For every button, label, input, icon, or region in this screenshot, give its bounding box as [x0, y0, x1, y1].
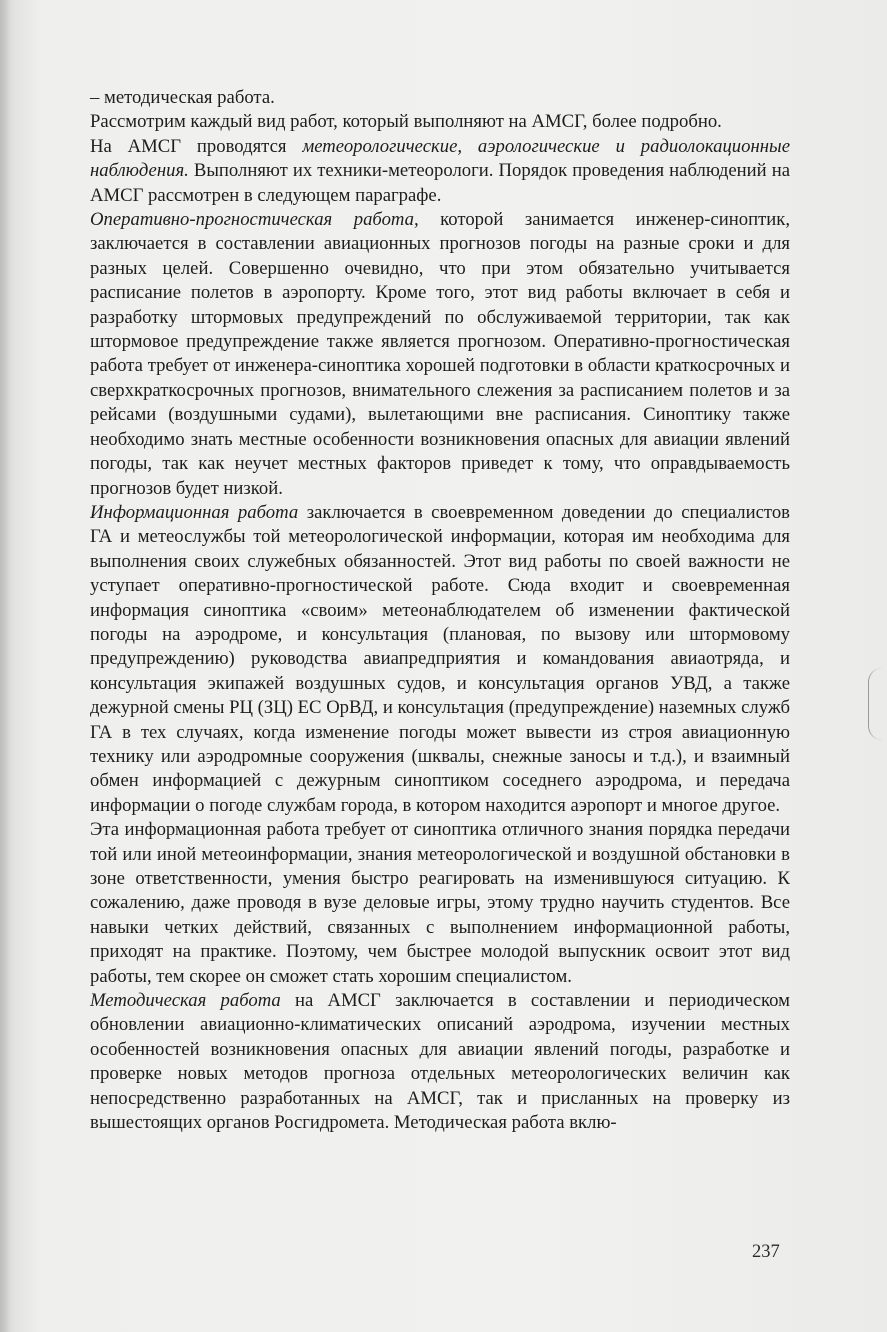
paragraph-text: – методическая работа. — [90, 87, 275, 108]
paragraph — [90, 989, 790, 1135]
scan-shadow-edge — [0, 0, 10, 1332]
body-text — [90, 86, 790, 1135]
paragraph-emphasis: Методическая работа — [90, 990, 281, 1012]
margin-pencil-mark — [868, 668, 883, 740]
paragraph-emphasis: метеорологические, аэрологические и радиолокационные наблюдения. — [90, 135, 790, 182]
paragraph — [90, 501, 790, 818]
paragraph-text: на АМСГ заключается в составлении и периодическом обновлении авиационно-климатических описаний аэродрома, изучении местных особенностей возникновения опасных для авиации явлений погоды, разработке и проверке новых методов прогноза отдельных метеорологических величин как непосредственно разработанных на АМСГ, так и присланных на проверку из вышестоящих органов Росгидромета. Методическая работа вклю- — [90, 990, 790, 1134]
paragraph-list-item — [90, 86, 790, 110]
paragraph-text: Выполняют их техники-метеорологи. Порядок проведения наблюдений на АМСГ рассмотрен в следующем параграфе. — [90, 160, 790, 206]
paragraph — [90, 135, 790, 208]
paragraph-text: Эта информационная работа требует от синоптика отличного знания порядка передачи той или иной метеоинформации, знания метеорологической и воздушной обстановки в зоне ответственности, умения быстро реагировать на изменившуюся ситуацию. К сожалению, даже проводя в вузе деловые игры, этому трудно научить студентов. Все навыки четких действий, связанных с выполнением информационной работы, приходят на практике. Поэтому, чем быстрее молодой выпускник освоит этот вид работы, тем скорее он сможет стать хорошим специалистом. — [90, 819, 790, 987]
paragraph-text: заключается в своевременном доведении до специалистов ГА и метеослужбы той метеорологической информации, которая им необходима для выполнения своих служебных обязанностей. Этот вид работы по своей важности не уступает оперативно-прогностической работе. Сюда входит и своевременная информация синоптика «своим» метеонаблюдателем об изменении фактической погоды на аэродроме, и консультация (плановая, по вызову или штормовому предупреждению) руководства авиапредприятия и командования авиаотряда, и консультация экипажей воздушных судов, и консультация органов УВД, а также дежурной смены РЦ (ЗЦ) ЕС ОрВД, и консультация (предупреждение) наземных служб ГА в тех случаях, когда изменение погоды может вывести из строя авиационную технику или аэродромные сооружения (шквалы, снежные заносы и т.д.), и взаимный обмен информацией с дежурным синоптиком соседнего аэродрома, и передача информации о погоде службам города, в котором находится аэропорт и многое другое. — [90, 501, 790, 816]
paragraph-emphasis: Оперативно-прогностическая работа, — [90, 209, 419, 231]
paragraph — [90, 818, 790, 989]
paragraph-text: Рассмотрим каждый вид работ, который выполняют на АМСГ, более подробно. — [90, 111, 722, 133]
paragraph-lead: На АМСГ проводятся — [90, 135, 303, 157]
paragraph-emphasis: Информационная работа — [90, 501, 299, 523]
paragraph — [90, 110, 790, 134]
paragraph-text: которой занимается инженер-синоптик, заключается в составлении авиационных прогнозов погоды на разные сроки и для разных целей. Совершенно очевидно, что при этом обязательно учитывается расписание полетов в аэропорту. Кроме того, этот вид работы включает в себя и разработку штормовых предупреждений по обслуживаемой территории, так как штормовое предупреждение также является прогнозом. Оперативно-прогностическая работа требует от инженера-синоптика хорошей подготовки в области краткосрочных и сверхкраткосрочных прогнозов, внимательного слежения за расписанием полетов и за рейсами (воздушными судами), вылетающими вне расписания. Синоптику также необходимо знать местные особенности возникновения опасных для авиации явлений погоды, так как неучет местных факторов приведет к тому, что оправдываемость прогнозов будет низкой. — [90, 209, 790, 499]
page-number: 237 — [752, 1242, 780, 1262]
paragraph — [90, 208, 790, 501]
